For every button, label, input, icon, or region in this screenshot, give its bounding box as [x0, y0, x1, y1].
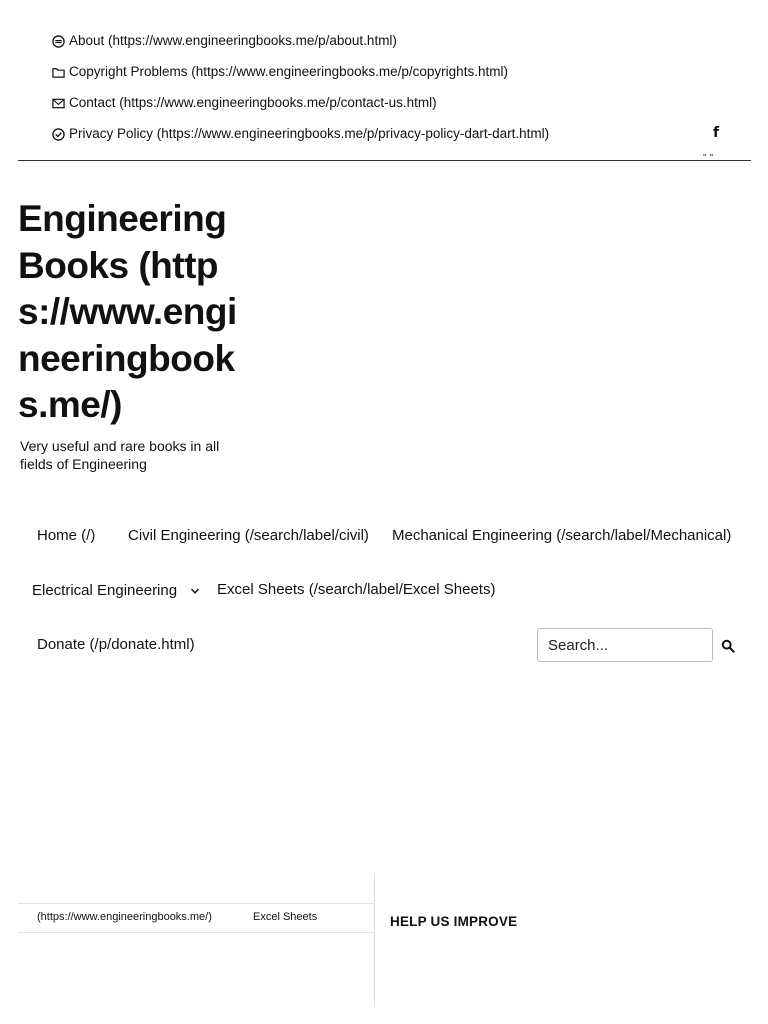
search-icon	[721, 639, 735, 653]
widget-title: HELP US IMPROVE	[390, 914, 518, 929]
top-link-about-label: About (https://www.engineeringbooks.me/p/about.html)	[69, 33, 397, 48]
top-link-copyright-label: Copyright Problems (https://www.engineeringbooks.me/p/copyrights.html)	[69, 64, 508, 79]
search-input[interactable]	[537, 628, 713, 662]
top-bar	[0, 0, 768, 162]
top-link-contact[interactable]	[51, 93, 437, 113]
search-button[interactable]	[719, 637, 737, 655]
top-link-copyright[interactable]	[51, 62, 508, 82]
site-tagline: Very useful and rare books in all fields of Engineering	[20, 438, 220, 472]
breadcrumb-home[interactable]: (https://www.engineeringbooks.me/)	[37, 911, 212, 923]
envelope-icon	[51, 96, 65, 110]
nav-electrical[interactable]	[32, 580, 200, 602]
folder-icon	[51, 65, 65, 79]
top-link-about[interactable]	[51, 31, 397, 51]
nav-electrical-label: Electrical Engineering	[32, 582, 178, 599]
social-icon-cut[interactable]: " ''	[703, 153, 714, 160]
breadcrumb	[18, 903, 374, 933]
check-circle-icon	[51, 127, 65, 141]
chevron-down-icon	[190, 586, 200, 596]
column-divider	[374, 873, 375, 1007]
top-link-privacy[interactable]	[51, 124, 549, 144]
nav-home[interactable]: Home (/)	[37, 527, 96, 544]
breadcrumb-current: Excel Sheets	[253, 911, 318, 923]
nav-excel[interactable]: Excel Sheets (/search/label/Excel Sheets)	[217, 581, 496, 598]
compass-icon	[51, 34, 65, 48]
top-divider	[18, 160, 751, 161]
nav-donate[interactable]: Donate (/p/donate.html)	[37, 636, 195, 653]
top-link-privacy-label: Privacy Policy (https://www.engineeringbooks.me/p/privacy-policy-dart-dart.html)	[69, 126, 550, 141]
top-link-contact-label: Contact (https://www.engineeringbooks.me/p/contact-us.html)	[69, 95, 437, 110]
nav-civil[interactable]: Civil Engineering (/search/label/civil)	[128, 527, 369, 544]
site-title[interactable]: Engineering Books (https://www.engineeringbooks.me/)	[18, 198, 237, 425]
nav-mechanical[interactable]: Mechanical Engineering (/search/label/Mechanical)	[392, 527, 732, 544]
facebook-icon[interactable]: f	[712, 125, 720, 141]
